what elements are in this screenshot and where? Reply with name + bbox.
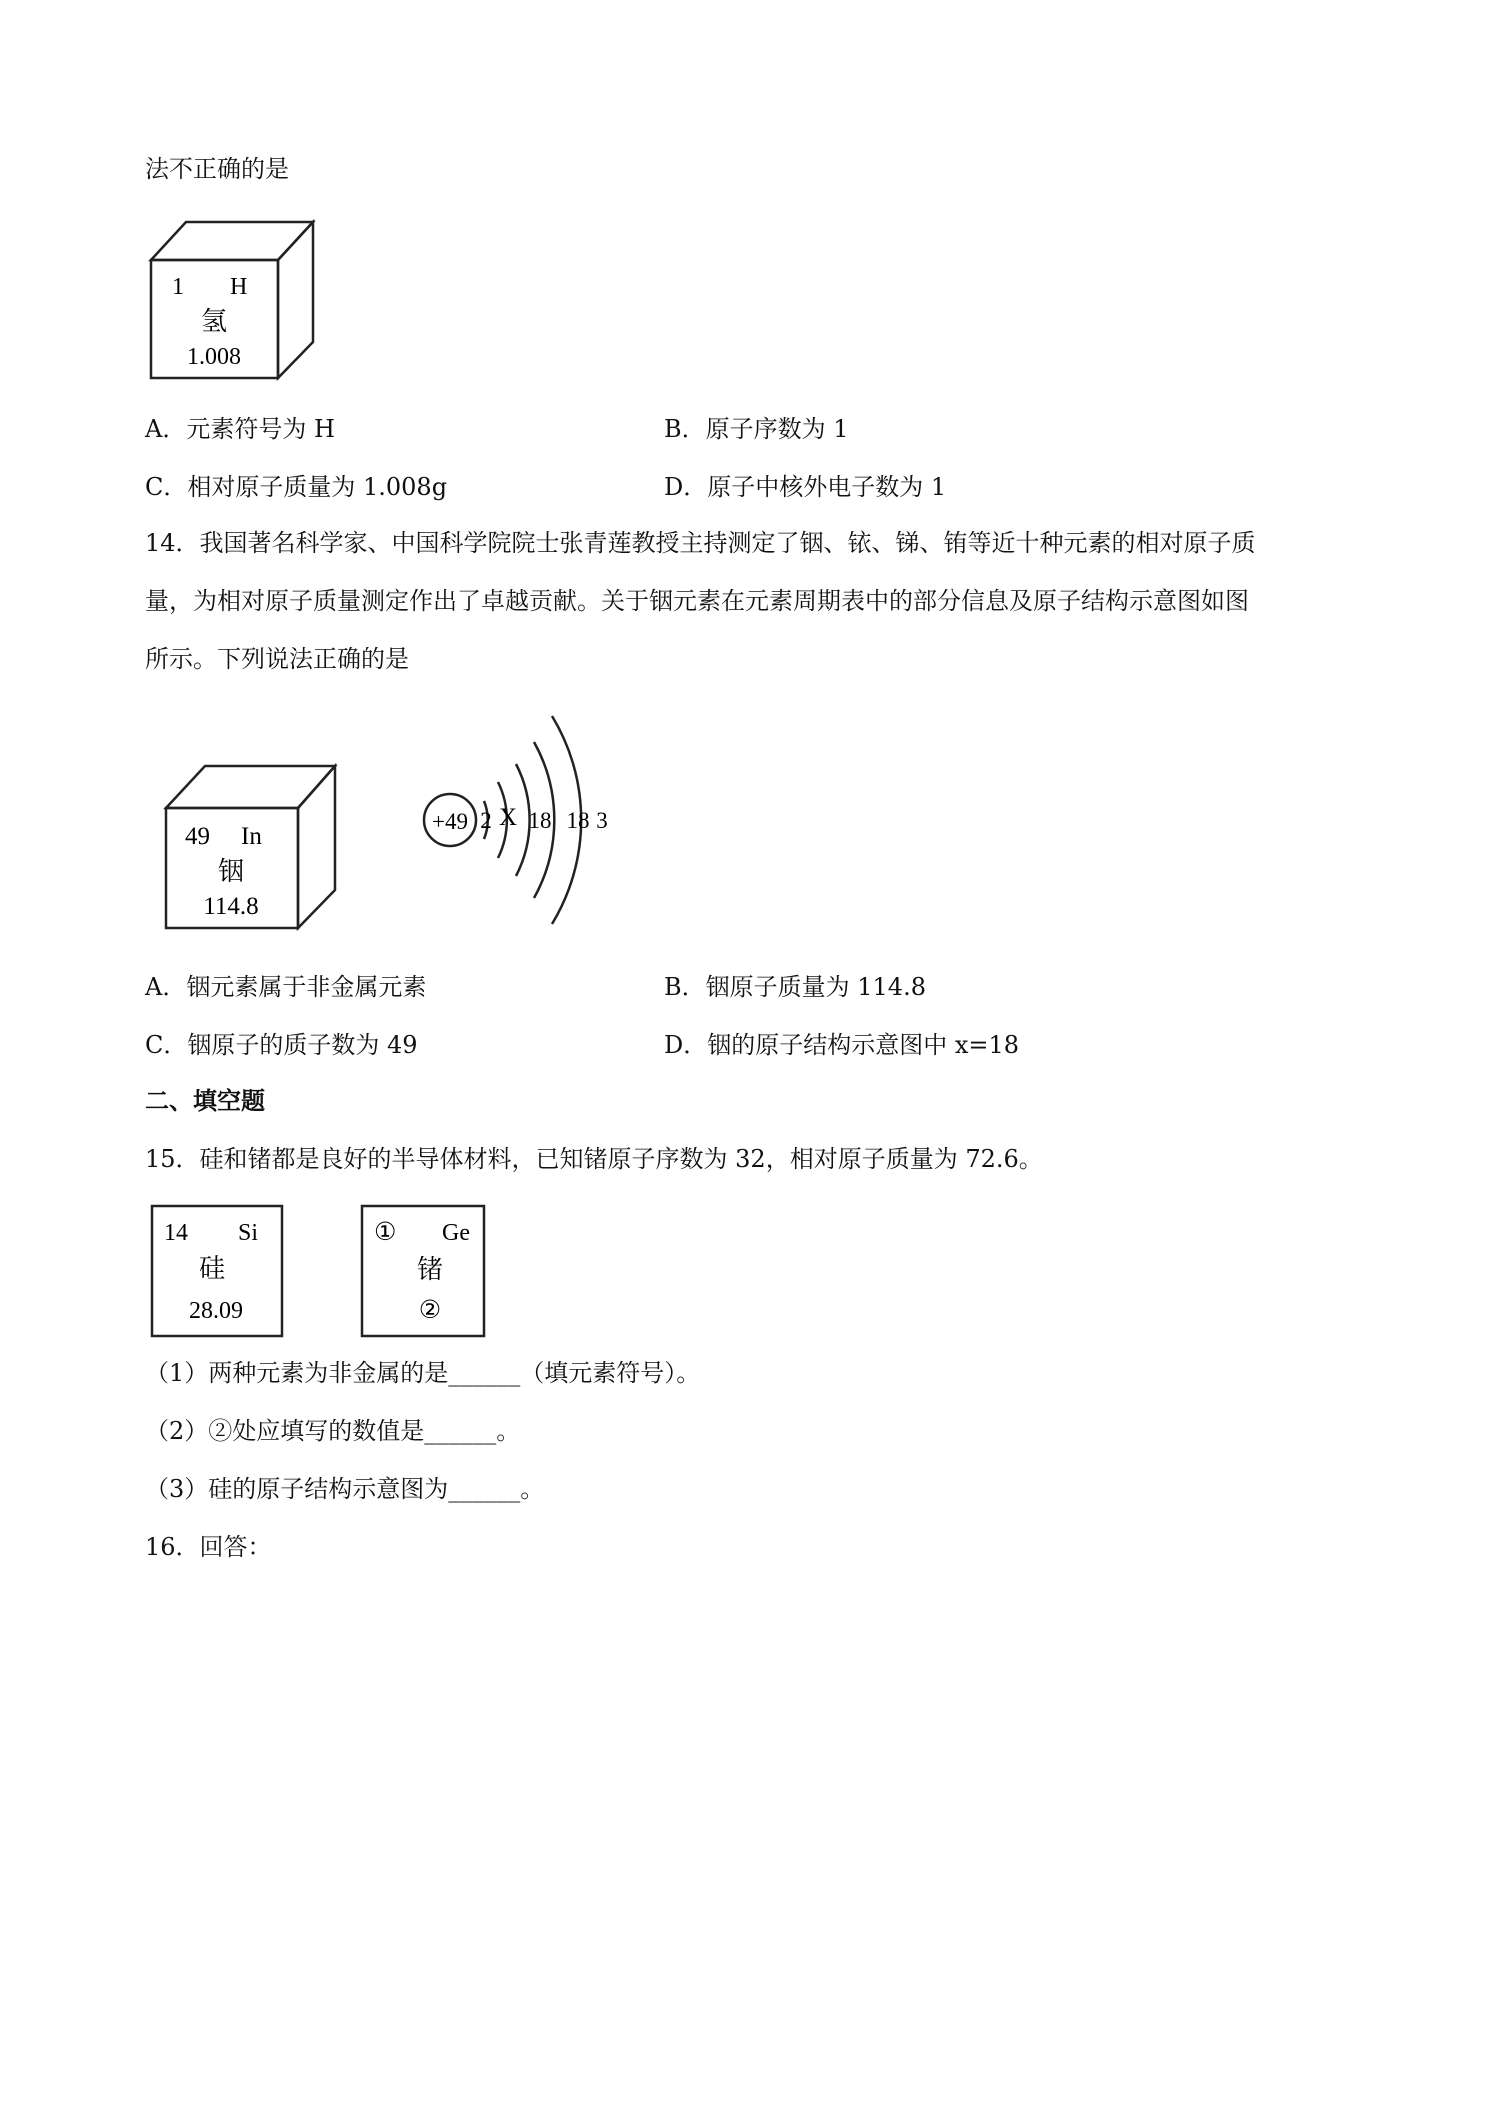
hydrogen-mass: 1.008 xyxy=(187,344,241,370)
silicon-name: 硅 xyxy=(198,1254,226,1284)
q15-sub1: （1）两种元素为非金属的是______（填元素符号）。 xyxy=(145,1359,701,1387)
q13-option-b: B．原子序数为 1 xyxy=(664,415,849,443)
q14-stem-line2: 量，为相对原子质量测定作出了卓越贡献。关于铟元素在元素周期表中的部分信息及原子结构示意图如图 xyxy=(145,587,1249,615)
silicon-element-tile xyxy=(150,1204,286,1340)
indium-atomic-number: 49 xyxy=(185,823,210,850)
q14-option-c: C．铟原子的质子数为 49 xyxy=(145,1031,418,1059)
q16-stem: 16．回答： xyxy=(145,1533,272,1561)
shell-3-electrons: 18 xyxy=(528,808,552,833)
shell-1-electrons: 2 xyxy=(480,808,492,833)
indium-atom-structure-diagram xyxy=(412,698,622,932)
q13-option-a: A．元素符号为 H xyxy=(145,415,335,443)
hydrogen-element-tile xyxy=(148,218,318,382)
germanium-name: 锗 xyxy=(416,1255,444,1285)
q13-option-c: C．相对原子质量为 1.008g xyxy=(145,473,448,501)
indium-element-tile xyxy=(163,762,339,932)
q13-option-d: D．原子中核外电子数为 1 xyxy=(664,473,947,501)
shell-4-electrons: 18 xyxy=(566,808,590,833)
germanium-element-tile xyxy=(360,1204,488,1340)
hydrogen-symbol: H xyxy=(230,274,248,300)
q13-stem-tail: 法不正确的是 xyxy=(145,155,289,183)
q15-sub3: （3）硅的原子结构示意图为______。 xyxy=(145,1475,545,1503)
hydrogen-name: 氢 xyxy=(200,307,228,337)
q14-option-b: B．铟原子质量为 114.8 xyxy=(664,973,926,1001)
nucleus-charge: +49 xyxy=(432,809,468,834)
hydrogen-atomic-number: 1 xyxy=(172,274,184,300)
indium-mass: 114.8 xyxy=(203,893,259,920)
q15-stem: 15．硅和锗都是良好的半导体材料，已知锗原子序数为 32，相对原子质量为 72.6。 xyxy=(145,1145,1043,1173)
silicon-atomic-number: 14 xyxy=(164,1220,188,1246)
q14-option-d: D．铟的原子结构示意图中 x=18 xyxy=(664,1031,1020,1059)
germanium-mass-blank: ② xyxy=(418,1295,442,1324)
q15-sub2: （2）②处应填写的数值是______。 xyxy=(145,1417,521,1445)
indium-symbol: In xyxy=(241,823,262,850)
shell-5-electrons: 3 xyxy=(596,808,608,833)
q14-option-a: A．铟元素属于非金属元素 xyxy=(145,973,427,1001)
q14-stem-line3: 所示。下列说法正确的是 xyxy=(145,645,409,673)
shell-2-electrons: X xyxy=(498,804,518,831)
silicon-symbol: Si xyxy=(238,1220,259,1246)
q14-stem-line1: 14．我国著名科学家、中国科学院院士张青莲教授主持测定了铟、铱、锑、铕等近十种元素的相对原子质 xyxy=(145,529,1256,557)
germanium-atomic-number-blank: ① xyxy=(374,1217,397,1246)
indium-name: 铟 xyxy=(217,857,245,887)
section-title: 二、填空题 xyxy=(145,1087,265,1115)
germanium-symbol: Ge xyxy=(442,1220,470,1246)
silicon-mass: 28.09 xyxy=(189,1298,243,1324)
